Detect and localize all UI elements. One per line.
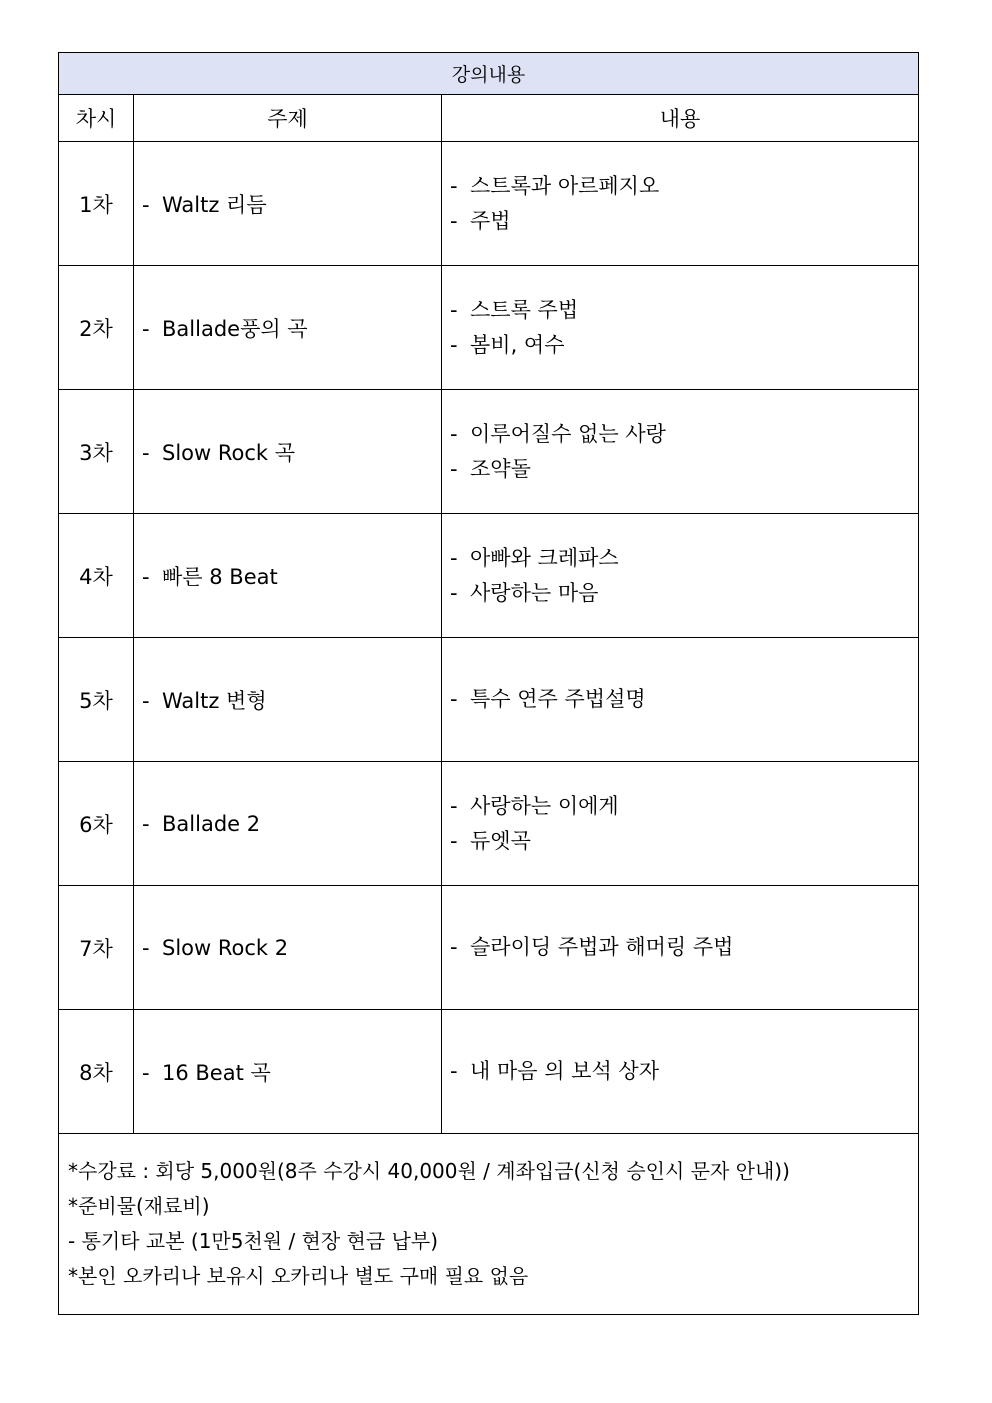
header-topic: 주제	[134, 95, 442, 142]
content-cell	[442, 142, 919, 266]
table-row	[59, 514, 919, 638]
table-title-row	[59, 53, 919, 95]
topic-cell	[134, 638, 442, 762]
content-dash: -	[450, 828, 458, 853]
content-cell	[442, 266, 919, 390]
content-cell	[442, 638, 919, 762]
topic-dash: -	[142, 192, 150, 217]
topic-dash: -	[142, 688, 150, 713]
session-cell: 7차	[59, 886, 134, 1010]
topic-cell	[134, 514, 442, 638]
topic-text: Slow Rock 2	[162, 935, 289, 960]
topic-text: Waltz 리듬	[162, 192, 267, 217]
content-cell	[442, 1010, 919, 1134]
content-text: 스트록 주법	[470, 297, 579, 322]
content-dash: -	[450, 297, 458, 322]
session-cell: 1차	[59, 142, 134, 266]
content-dash: -	[450, 545, 458, 570]
content-text: 내 마음 의 보석 상자	[470, 1059, 659, 1083]
topic-cell	[134, 1010, 442, 1134]
content-dash: -	[450, 793, 458, 818]
table-row	[59, 638, 919, 762]
topic-cell	[134, 390, 442, 514]
table-row	[59, 266, 919, 390]
topic-cell	[134, 142, 442, 266]
topic-text: Waltz 변형	[162, 688, 267, 713]
content-line	[450, 328, 918, 363]
table-row	[59, 886, 919, 1010]
topic-text: Slow Rock 곡	[162, 440, 296, 465]
topic-cell	[134, 762, 442, 886]
content-text: 듀엣곡	[470, 828, 531, 853]
content-line	[450, 930, 918, 965]
topic-text: Ballade 2	[162, 811, 261, 836]
content-text: 주법	[470, 208, 511, 233]
session-cell: 8차	[59, 1010, 134, 1134]
content-line	[450, 169, 918, 204]
content-dash: -	[450, 1059, 458, 1083]
table-body	[59, 142, 919, 1134]
content-line	[450, 293, 918, 328]
note-materials: *준비물(재료비)	[68, 1194, 210, 1218]
content-cell	[442, 886, 919, 1010]
topic-dash: -	[142, 316, 150, 341]
content-text: 아빠와 크레파스	[470, 545, 619, 570]
table-row	[59, 142, 919, 266]
content-dash: -	[450, 687, 458, 711]
content-dash: -	[450, 332, 458, 357]
content-text: 스트록과 아르페지오	[470, 173, 660, 198]
topic-dash: -	[142, 440, 150, 465]
content-dash: -	[450, 580, 458, 605]
session-cell: 3차	[59, 390, 134, 514]
note-textbook: - 통기타 교본 (1만5천원 / 현장 현금 납부)	[68, 1229, 438, 1253]
content-line	[450, 417, 918, 452]
content-line	[450, 452, 918, 487]
notes-row	[59, 1134, 919, 1315]
content-text: 사랑하는 이에게	[470, 793, 619, 818]
note-ocarina: *본인 오카리나 보유시 오카리나 별도 구매 필요 없음	[68, 1264, 529, 1288]
session-cell: 4차	[59, 514, 134, 638]
table-row	[59, 390, 919, 514]
content-text: 특수 연주 주법설명	[470, 687, 646, 711]
table-header-row	[59, 95, 919, 142]
topic-dash: -	[142, 935, 150, 960]
content-text: 조약돌	[470, 456, 531, 481]
topic-dash: -	[142, 811, 150, 836]
content-line	[450, 789, 918, 824]
content-dash: -	[450, 421, 458, 446]
topic-text: 16 Beat 곡	[162, 1060, 271, 1085]
topic-text: 빠른 8 Beat	[162, 564, 278, 589]
content-line	[450, 682, 918, 717]
content-text: 사랑하는 마음	[470, 580, 599, 605]
content-line	[450, 204, 918, 239]
content-line	[450, 1054, 918, 1089]
content-text: 봄비, 여수	[470, 332, 565, 357]
session-cell: 6차	[59, 762, 134, 886]
content-line	[450, 541, 918, 576]
content-cell	[442, 390, 919, 514]
content-cell	[442, 762, 919, 886]
content-line	[450, 576, 918, 611]
topic-cell	[134, 886, 442, 1010]
header-session: 차시	[59, 95, 134, 142]
content-dash: -	[450, 456, 458, 481]
content-cell	[442, 514, 919, 638]
note-fee: *수강료 : 회당 5,000원(8주 수강시 40,000원 / 계좌입금(신청 승인시 문자 안내))	[68, 1159, 790, 1183]
content-dash: -	[450, 208, 458, 233]
header-content: 내용	[442, 95, 919, 142]
session-cell: 5차	[59, 638, 134, 762]
session-cell: 2차	[59, 266, 134, 390]
topic-dash: -	[142, 1060, 150, 1085]
content-line	[450, 824, 918, 859]
topic-text: Ballade풍의 곡	[162, 316, 308, 341]
table-title: 강의내용	[59, 53, 919, 95]
topic-cell	[134, 266, 442, 390]
lecture-content-table	[58, 52, 919, 1315]
table-row	[59, 762, 919, 886]
content-dash: -	[450, 935, 458, 959]
table-row	[59, 1010, 919, 1134]
content-text: 이루어질수 없는 사랑	[470, 421, 666, 446]
notes-cell	[59, 1134, 919, 1315]
content-dash: -	[450, 173, 458, 198]
content-text: 슬라이딩 주법과 해머링 주법	[470, 935, 734, 959]
topic-dash: -	[142, 564, 150, 589]
